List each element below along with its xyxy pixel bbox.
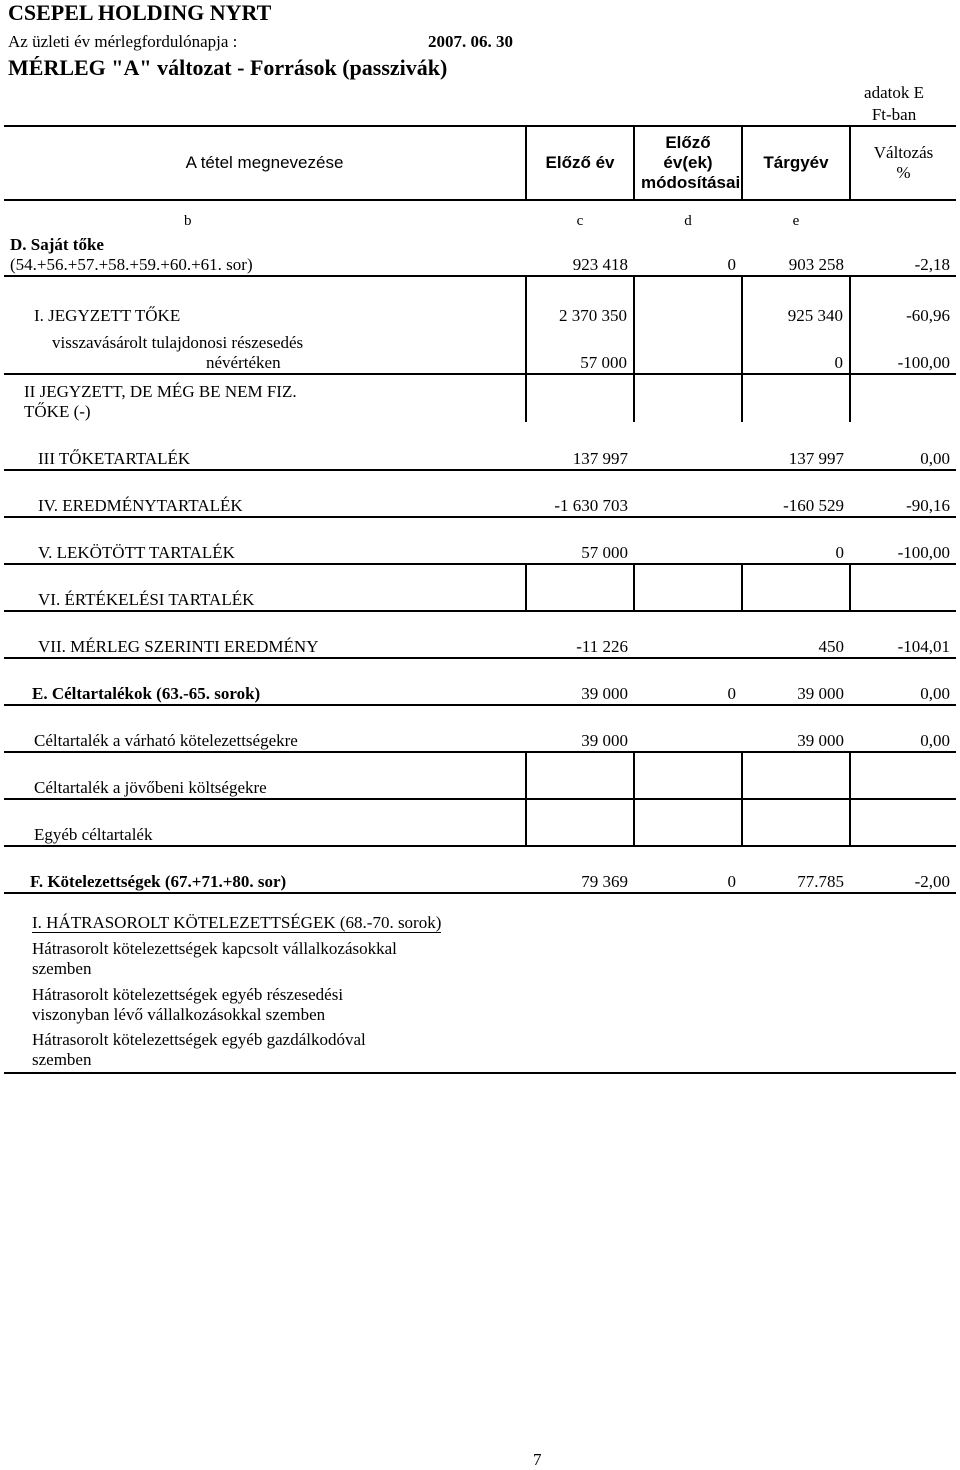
table-row: [4, 374, 956, 422]
row-label: IV. EREDMÉNYTARTALÉK: [4, 470, 526, 517]
row-label: I. JEGYZETT TŐKE: [34, 306, 181, 325]
cell-curr: 0: [742, 326, 850, 374]
cell-curr: 450: [742, 611, 850, 658]
row-label-line2: viszonyban lévő vállalkozásokkal szemben: [32, 1005, 326, 1024]
cell-curr: 137 997: [742, 422, 850, 470]
cell-mod: [634, 326, 742, 374]
cell-prev: [526, 799, 634, 846]
unit-line2: Ft-ban: [871, 105, 917, 124]
table-row: [4, 933, 956, 979]
unit-line1: adatok E: [864, 83, 924, 102]
page-title: MÉRLEG "A" változat - Források (passzivák): [8, 55, 448, 80]
col-header-prev-mod-line2: év(ek): [663, 153, 713, 172]
row-label: Céltartalék a várható kötelezettségekre: [4, 705, 526, 752]
date-label: Az üzleti év mérlegfordulónapja :: [8, 32, 238, 51]
cell-mod: [634, 422, 742, 470]
cell-curr: 39 000: [742, 705, 850, 752]
cell-prev: 39 000: [526, 705, 634, 752]
col-header-prev-mod: [634, 126, 742, 200]
row-label: Céltartalék a jövőbeni költségekre: [4, 752, 526, 799]
row-label: III TŐKETARTALÉK: [4, 422, 526, 470]
cell-mod: [634, 799, 742, 846]
row-label: V. LEKÖTÖTT TARTALÉK: [4, 517, 526, 564]
table-row: [4, 470, 956, 517]
cell-mod: [634, 611, 742, 658]
cell-prev: 79 369: [526, 846, 634, 893]
row-label-line1: II JEGYZETT, DE MÉG BE NEM FIZ.: [24, 382, 297, 401]
cell-prev: -11 226: [526, 611, 634, 658]
row-label: [4, 1025, 956, 1073]
row-label: E. Céltartalékok (63.-65. sorok): [4, 658, 526, 705]
cell-chg: [850, 374, 956, 422]
cell-mod: [634, 705, 742, 752]
cell-curr: [742, 564, 850, 611]
cell-chg: -100,00: [850, 326, 956, 374]
row-label-line2: szemben: [32, 1050, 92, 1069]
row-label: Egyéb céltartalék: [4, 799, 526, 846]
table-row: [4, 979, 956, 1025]
cell-mod: [634, 276, 742, 326]
row-label-line2: (54.+56.+57.+58.+59.+60.+61. sor): [10, 255, 253, 274]
cell-chg: -100,00: [850, 517, 956, 564]
cell-prev: 923 418: [526, 230, 634, 276]
cell-prev: [526, 374, 634, 422]
letter-empty: [850, 200, 956, 230]
cell-chg: -60,96: [850, 276, 956, 326]
cell-mod: [634, 374, 742, 422]
letter-c: c: [526, 200, 634, 230]
cell-prev: [526, 752, 634, 799]
row-label: VI. ÉRTÉKELÉSI TARTALÉK: [38, 590, 255, 609]
cell-mod: [634, 564, 742, 611]
table-row: [4, 658, 956, 705]
unit-note: [864, 82, 924, 126]
cell-prev: 57 000: [526, 517, 634, 564]
table-row: [4, 1025, 956, 1073]
letter-b: b: [4, 200, 526, 230]
cell-curr: [742, 752, 850, 799]
cell-chg: [850, 564, 956, 611]
cell-mod: [634, 470, 742, 517]
cell-prev: 39 000: [526, 658, 634, 705]
cell-chg: [850, 752, 956, 799]
col-header-current-year: Tárgyév: [742, 126, 850, 200]
cell-prev: -1 630 703: [526, 470, 634, 517]
row-label: [4, 933, 956, 979]
cell-prev: 137 997: [526, 422, 634, 470]
cell-curr: 0: [742, 517, 850, 564]
row-label-line2: TŐKE (-): [24, 402, 91, 421]
cell-chg: -2,18: [850, 230, 956, 276]
row-label-line2: szemben: [32, 959, 92, 978]
col-header-prev-year: Előző év: [526, 126, 634, 200]
row-label: [4, 230, 526, 276]
company-name: CSEPEL HOLDING NYRT: [8, 0, 272, 25]
cell-mod: 0: [634, 230, 742, 276]
row-label-line1: Hátrasorolt kötelezettségek egyéb részesedési: [32, 985, 344, 1004]
cell-curr: 925 340: [742, 276, 850, 326]
table-row: [4, 705, 956, 752]
cell-chg: 0,00: [850, 422, 956, 470]
cell-prev: [526, 564, 634, 611]
cell-curr: 39 000: [742, 658, 850, 705]
cell-chg: -104,01: [850, 611, 956, 658]
page-number: 7: [533, 1450, 542, 1469]
cell-mod: 0: [634, 846, 742, 893]
cell-chg: 0,00: [850, 705, 956, 752]
table-row: [4, 846, 956, 893]
cell-curr: -160 529: [742, 470, 850, 517]
table-row: [4, 517, 956, 564]
row-label: VII. MÉRLEG SZERINTI EREDMÉNY: [4, 611, 526, 658]
cell-chg: [850, 799, 956, 846]
cell-mod: [634, 752, 742, 799]
cell-mod: 0: [634, 658, 742, 705]
col-header-change-line2: %: [896, 163, 911, 182]
letter-e: e: [742, 200, 850, 230]
row-label-line1: D. Saját tőke: [10, 235, 104, 254]
row-label-line2: névértéken: [206, 353, 281, 372]
table-row: [4, 564, 956, 611]
balance-sheet-table-wrapper: [4, 125, 956, 1074]
letter-d: d: [634, 200, 742, 230]
table-row: [4, 422, 956, 470]
cell-prev: 57 000: [526, 326, 634, 374]
cell-prev: 2 370 350: [526, 276, 634, 326]
cell-curr: [742, 799, 850, 846]
cell-chg: 0,00: [850, 658, 956, 705]
table-row: [4, 752, 956, 799]
col-header-prev-mod-line1: Előző: [665, 133, 711, 152]
row-label-text: I. HÁTRASOROLT KÖTELEZETTSÉGEK (68.-70. sorok): [32, 913, 442, 932]
cell-curr: 903 258: [742, 230, 850, 276]
row-label: [4, 374, 526, 422]
col-header-prev-mod-line3: módosításai: [641, 173, 741, 192]
table-row: [4, 799, 956, 846]
cell-curr: [742, 374, 850, 422]
table-row: [4, 276, 956, 326]
row-label-line1: Hátrasorolt kötelezettségek egyéb gazdálkodóval: [32, 1030, 366, 1049]
row-label-line1: visszavásárolt tulajdonosi részesedés: [52, 333, 304, 352]
col-header-name: A tétel megnevezése: [4, 126, 526, 200]
cell-curr: 77.785: [742, 846, 850, 893]
table-row: [4, 611, 956, 658]
table-row: [4, 326, 956, 374]
table-row: [4, 893, 956, 933]
row-label: F. Kötelezettségek (67.+71.+80. sor): [4, 846, 526, 893]
letters-row: [4, 200, 956, 230]
cell-chg: -90,16: [850, 470, 956, 517]
col-header-change-line1: Változás: [873, 143, 934, 162]
row-label-line1: Hátrasorolt kötelezettségek kapcsolt vállalkozásokkal: [32, 939, 397, 958]
table-row: [4, 230, 956, 276]
row-label: [4, 979, 956, 1025]
balance-sheet-table: [4, 125, 956, 1074]
cell-mod: [634, 517, 742, 564]
row-label: [4, 893, 956, 933]
date-value: 2007. 06. 30: [428, 32, 513, 51]
cell-chg: -2,00: [850, 846, 956, 893]
row-label: [4, 326, 526, 374]
header-row: [4, 126, 956, 200]
col-header-change: [850, 126, 956, 200]
